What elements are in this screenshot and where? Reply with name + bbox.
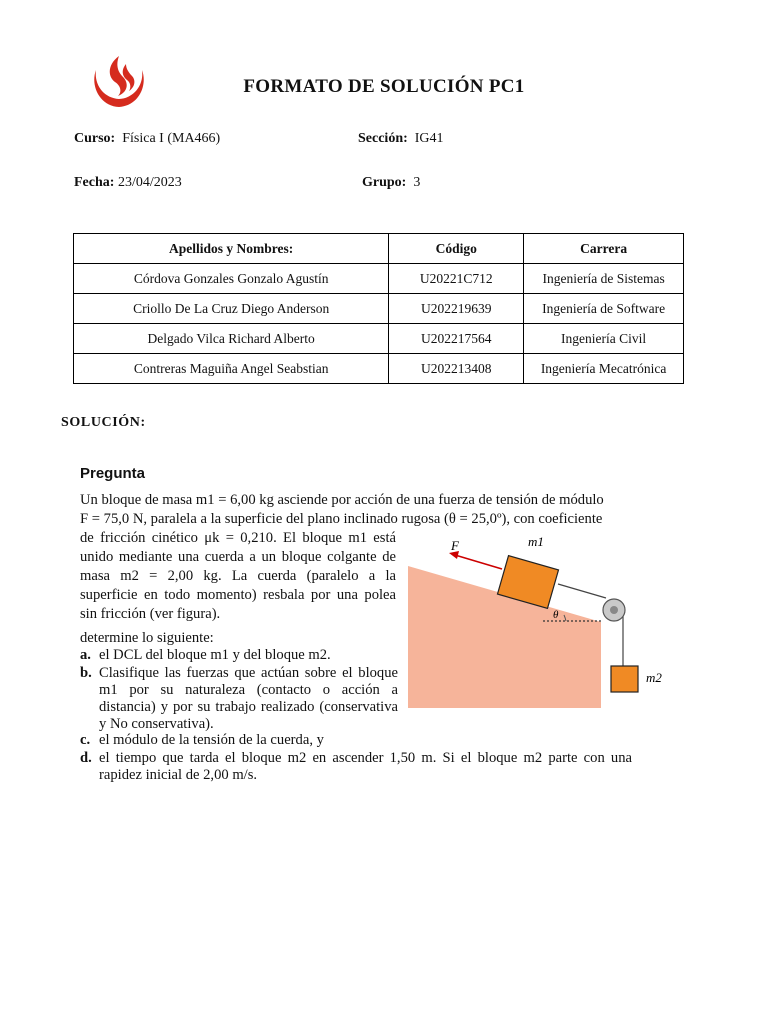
table-row	[74, 324, 684, 354]
group-label: Grupo:	[362, 175, 407, 190]
item-text: el módulo de la tensión de la cuerda, y	[99, 732, 324, 748]
section-value: IG41	[414, 131, 444, 146]
document-title: FORMATO DE SOLUCIÓN PC1	[243, 76, 525, 97]
course-field	[74, 131, 220, 147]
m1-label: m1	[528, 534, 544, 549]
member-code: U202217564	[389, 324, 524, 354]
question-item-b	[80, 665, 398, 733]
member-name: Delgado Vilca Richard Alberto	[74, 324, 389, 354]
force-label: F	[451, 538, 459, 553]
members-table	[73, 233, 684, 384]
angle-label: θ	[553, 609, 559, 621]
member-career: Ingeniería de Software	[524, 294, 684, 324]
block-m2	[611, 666, 638, 692]
pulley-icon	[603, 599, 625, 621]
course-label: Curso:	[74, 131, 116, 146]
incline-figure	[408, 532, 680, 708]
member-code: U202219639	[389, 294, 524, 324]
member-name: Criollo De La Cruz Diego Anderson	[74, 294, 389, 324]
question-intro: determine lo siguiente:	[80, 630, 214, 646]
date-value: 23/04/2023	[117, 175, 182, 190]
member-career: Ingeniería Civil	[524, 324, 684, 354]
member-code: U202213408	[389, 354, 524, 384]
question-narrow-text: de fricción cinético μk = 0,210. El bloque m1 está unido mediante una cuerda a un bloque colgante de masa m2 = 2,00 kg. La cuerda (paralelo a la superficie en todo momento) resbala por una polea sin fricción (ver figura).	[80, 530, 396, 622]
item-text: el DCL del bloque m1 y del bloque m2.	[99, 647, 331, 663]
item-text: Clasifique las fuerzas que actúan sobre el bloque m1 por su naturaleza (contacto o acción a distancia) y por su trabajo realizado (conservativa y No conservativa).	[99, 665, 398, 732]
item-label: c.	[80, 732, 91, 748]
table-row	[74, 264, 684, 294]
date-field	[74, 175, 182, 191]
member-career: Ingeniería Mecatrónica	[524, 354, 684, 384]
course-value: Física I (MA466)	[122, 131, 221, 146]
question-line-1: Un bloque de masa m1 = 6,00 kg asciende por acción de una fuerza de tensión de módulo	[80, 492, 604, 508]
header-names: Apellidos y Nombres:	[74, 234, 389, 264]
group-field	[362, 175, 420, 191]
question-item-a	[80, 647, 398, 664]
header-career: Carrera	[524, 234, 684, 264]
table-row	[74, 354, 684, 384]
solution-heading: SOLUCIÓN:	[61, 415, 146, 430]
member-name: Córdova Gonzales Gonzalo Agustín	[74, 264, 389, 294]
item-text: el tiempo que tarda el bloque m2 en ascender 1,50 m. Si el bloque m2 parte con una rapidez inicial de 2,00 m/s.	[99, 750, 632, 783]
header-code: Código	[389, 234, 524, 264]
m2-label: m2	[646, 670, 662, 685]
group-value: 3	[413, 175, 421, 190]
item-label: b.	[80, 665, 92, 681]
question-line-2: F = 75,0 N, paralela a la superficie del plano inclinado rugosa (θ = 25,0º), con coeficiente	[80, 511, 603, 527]
item-label: d.	[80, 750, 92, 766]
question-item-d	[80, 750, 632, 784]
table-row	[74, 294, 684, 324]
section-field	[358, 131, 444, 147]
date-label: Fecha:	[74, 175, 115, 190]
item-label: a.	[80, 647, 91, 663]
member-code: U20221C712	[389, 264, 524, 294]
section-label: Sección:	[358, 131, 408, 146]
member-career: Ingeniería de Sistemas	[524, 264, 684, 294]
table-header-row	[74, 234, 684, 264]
question-item-c	[80, 732, 398, 749]
question-heading: Pregunta	[80, 465, 146, 482]
member-name: Contreras Maguiña Angel Seabstian	[74, 354, 389, 384]
